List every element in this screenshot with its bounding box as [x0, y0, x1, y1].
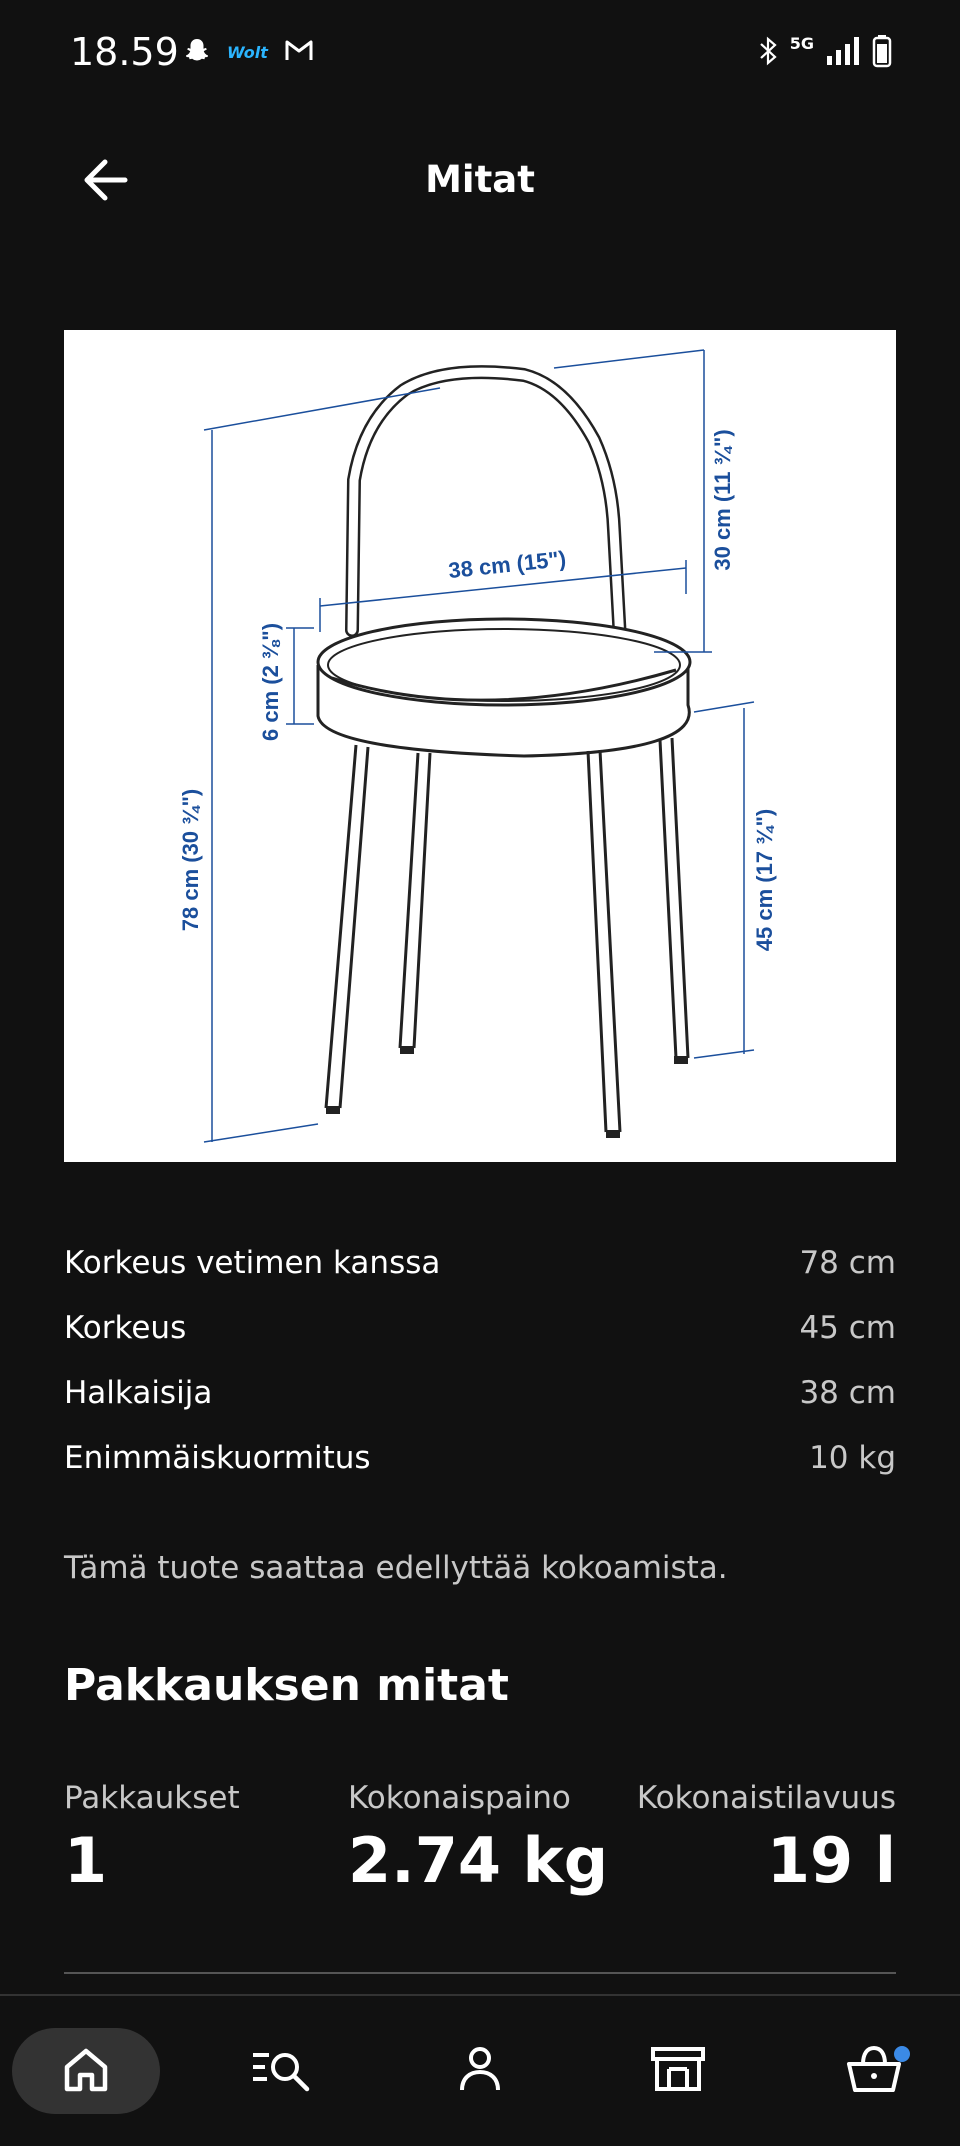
- store-icon: [649, 2045, 707, 2097]
- spec-label: Korkeus: [64, 1309, 187, 1346]
- dimension-diagram: [64, 330, 896, 1162]
- rim-height-label: 6 cm (2 ⅜"): [258, 622, 283, 742]
- bottom-nav: [0, 1994, 960, 2146]
- spec-label: Halkaisija: [64, 1374, 213, 1411]
- spec-value: 78 cm: [799, 1244, 896, 1281]
- network-type-label: 5G: [789, 33, 814, 53]
- spec-label: Korkeus vetimen kanssa: [64, 1244, 441, 1281]
- side-table-drawing: [64, 330, 896, 1162]
- total-height-label: 78 cm (30 ¾"): [178, 788, 203, 932]
- nav-store[interactable]: [604, 2028, 752, 2114]
- search-list-icon: [251, 2045, 313, 2097]
- package-section-title: Pakkauksen mitat: [64, 1660, 509, 1711]
- volume-value: 19 l: [766, 1824, 896, 1897]
- signal-icon: [826, 36, 860, 70]
- table-height-label: 45 cm (17 ¾"): [752, 808, 777, 952]
- nav-profile[interactable]: [406, 2028, 554, 2114]
- package-dimensions: [64, 1780, 896, 1910]
- snapchat-icon: [183, 36, 211, 68]
- spec-row: [64, 1295, 896, 1360]
- bluetooth-icon: [758, 35, 778, 71]
- spec-label: Enimmäiskuormitus: [64, 1439, 371, 1476]
- battery-icon: [872, 34, 892, 72]
- profile-icon: [456, 2044, 504, 2098]
- wolt-icon: Wolt: [227, 42, 268, 62]
- spec-value: 10 kg: [809, 1439, 896, 1476]
- total-weight: [348, 1780, 608, 1897]
- divider: [64, 1972, 896, 1974]
- packages-value: 1: [64, 1824, 108, 1897]
- spec-row: [64, 1230, 896, 1295]
- spec-row: [64, 1425, 896, 1490]
- total-volume: [637, 1780, 896, 1897]
- notification-icons: [183, 36, 314, 68]
- system-icons: [758, 34, 892, 72]
- gmail-icon: [284, 38, 314, 66]
- status-time: 18.59: [70, 30, 179, 74]
- status-bar: [0, 0, 960, 110]
- cart-badge: [894, 2046, 910, 2062]
- page-title: Mitat: [425, 158, 535, 201]
- assembly-note: Tämä tuote saattaa edellyttää kokoamista.: [64, 1550, 728, 1586]
- volume-label: Kokonaistilavuus: [636, 1780, 896, 1816]
- spec-value: 45 cm: [799, 1309, 896, 1346]
- header: [0, 140, 960, 220]
- packages-label: Pakkaukset: [64, 1780, 240, 1816]
- packages-count: [64, 1780, 240, 1897]
- dimension-specs: [64, 1230, 896, 1490]
- home-icon: [61, 2045, 111, 2097]
- nav-cart[interactable]: [800, 2028, 948, 2114]
- weight-label: Kokonaispaino: [348, 1780, 571, 1816]
- weight-value: 2.74 kg: [348, 1824, 609, 1897]
- spec-row: [64, 1360, 896, 1425]
- nav-home[interactable]: [12, 2028, 160, 2114]
- diameter-label: 38 cm (15"): [447, 545, 568, 584]
- spec-value: 38 cm: [799, 1374, 896, 1411]
- handle-height-label: 30 cm (11 ¾"): [710, 429, 735, 571]
- nav-search[interactable]: [208, 2028, 356, 2114]
